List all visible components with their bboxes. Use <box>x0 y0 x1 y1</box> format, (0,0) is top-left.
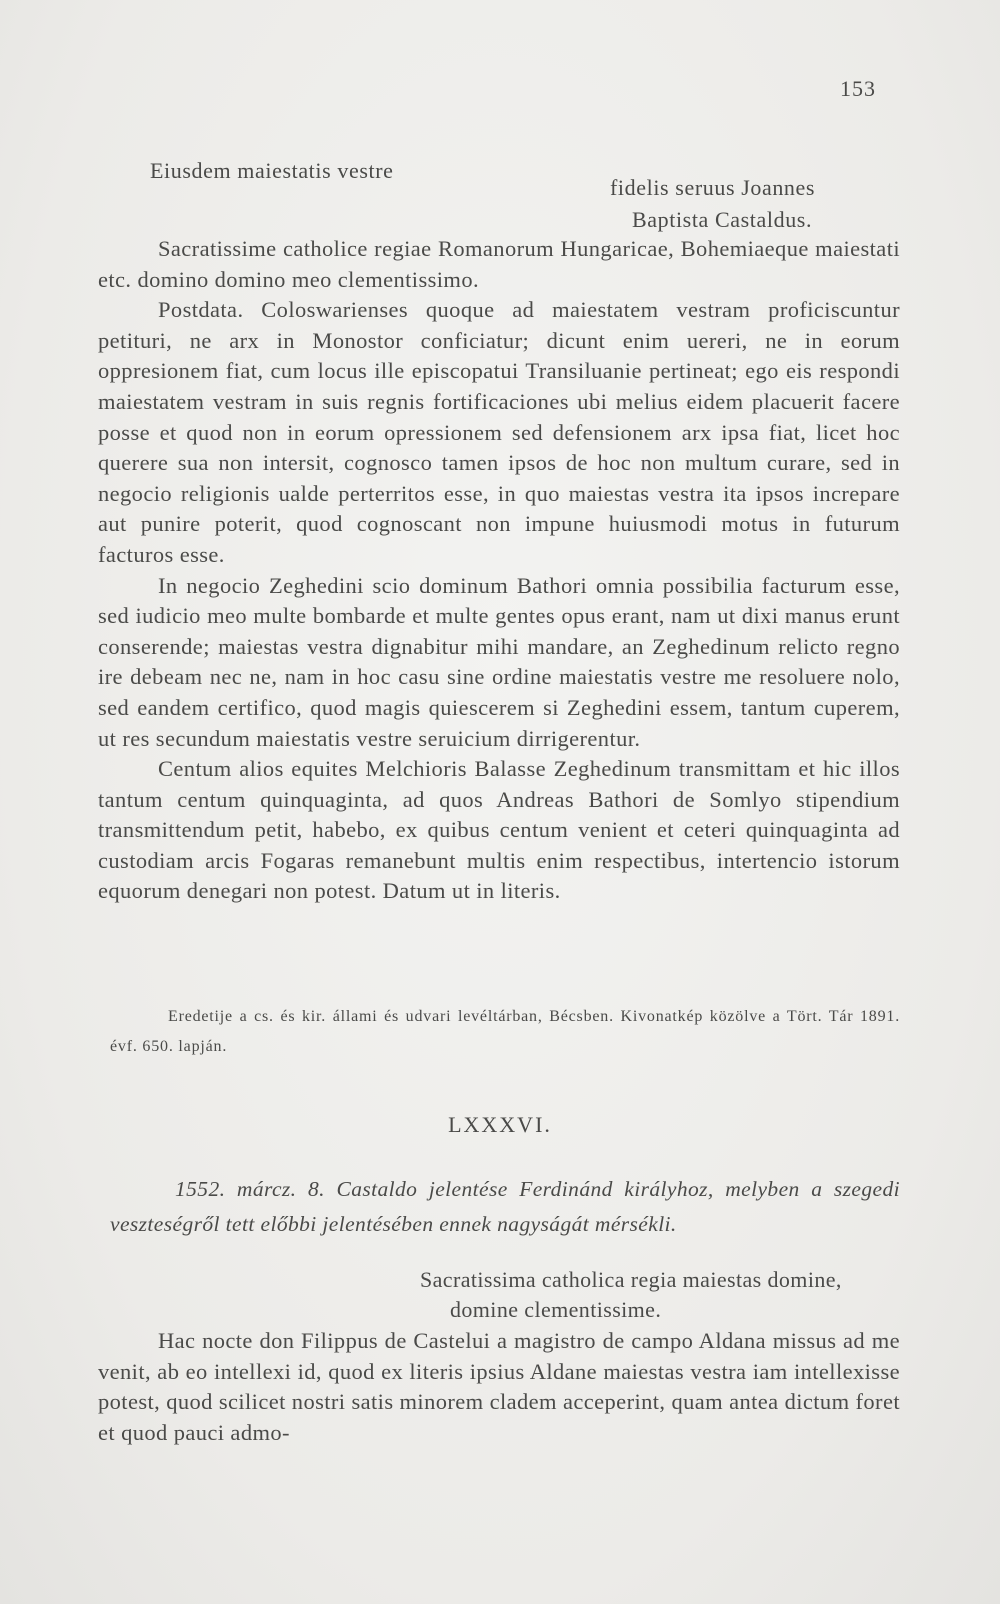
signature-line-1: fidelis seruus Joannes <box>610 175 816 200</box>
letter-2-paragraph: Hac nocte don Filippus de Castelui a magistro de campo Aldana missus ad me venit, ab eo intellexi id, quod ex literis ipsius Aldane maiestas vestra iam intellexisse potest, quod scilicet nostri satis minorem cladem acceperint, quam antea dictum foret et quod pauci admo- <box>98 1328 900 1445</box>
salutation-line-1: Sacratissima catholica regia maiestas domine, <box>420 1267 842 1292</box>
signature-line-2: Baptista Castaldus. <box>632 207 813 232</box>
letter-paragraph-postdata: Postdata. Coloswarienses quoque ad maiestatem vestram proficiscuntur petituri, ne arx in Monostor conficiatur; dicunt enim uereri, ne in eorum oppresionem fiat, cum locus ille episcopatui Transiluanie pertineat; ego eis respondi maiestatem vestram in suis regnis fortificaciones ubi melius eidem placuerit facere posse et quod non in eorum opressionem sed defensionem arx ipsa fiat, licet hoc querere sua non intersit, cognosco tamen ipsos de hoc non multum curare, sed in negocio religionis ualde perterritos esse, in quo maiestas vestra ita ipsos increpare aut punire poterit, quod cognoscant non impune huiusmodi motus in futurum facturos esse. <box>98 297 900 567</box>
letter-paragraph-zeghedin: In negocio Zeghedini scio dominum Bathori omnia possibilia facturum esse, sed iudicio meo multe bombarde et multe gentes opus erant, nam ut dixi manus erunt conserende; maiestas vestra dignabitur mihi mandare, an Zeghedinum relicto regno ire debeam nec ne, nam in hoc casu sine ordine maiestatis vestre me resoluere nolo, sed eandem certifico, quod magis quiescerem si Zeghedini essem, tantum cuperem, ut res secundum maiestatis vestre seruicium dirrigerentur. <box>98 572 900 751</box>
letter-address: Sacratissime catholice regiae Romanorum Hungaricae, Bohemiaeque maiestati etc. domino domino meo clementissimo. <box>98 236 900 292</box>
salutation <box>420 1265 842 1325</box>
source-note: Eredetije a cs. és kir. állami és udvari levéltárban, Bécsben. Kivonatkép közölve a Tört. Tár 1891. évf. 650. lapján. <box>110 1008 900 1055</box>
salutation-line-2: domine clementissime. <box>450 1297 662 1322</box>
letter-2-body <box>98 1326 900 1448</box>
document-summary: 1552. márcz. 8. Castaldo jelentése Ferdinánd királyhoz, melyben a szegedi veszteségről tett előbbi jelentésében ennek nagyságát mérsékli. <box>110 1177 900 1236</box>
signoff-signature <box>610 172 815 236</box>
signoff-closing: Eiusdem maiestatis vestre <box>150 158 394 183</box>
letter-body <box>98 234 900 907</box>
letter-paragraph-equites: Centum alios equites Melchioris Balasse Zeghedinum transmittam et hic illos tantum centum quinquaginta, ad quos Andreas Bathori de Somlyo stipendium transmittendum petit, habebo, ex quibus centum venient et ceteri quinquaginta ad custodiam arcis Fogaras remanebunt multis enim respectibus, intertencio istorum equorum denegari non potest. Datum ut in literis. <box>98 756 900 904</box>
page-number: 153 <box>840 76 876 101</box>
document-number: LXXXVI. <box>448 1112 552 1137</box>
